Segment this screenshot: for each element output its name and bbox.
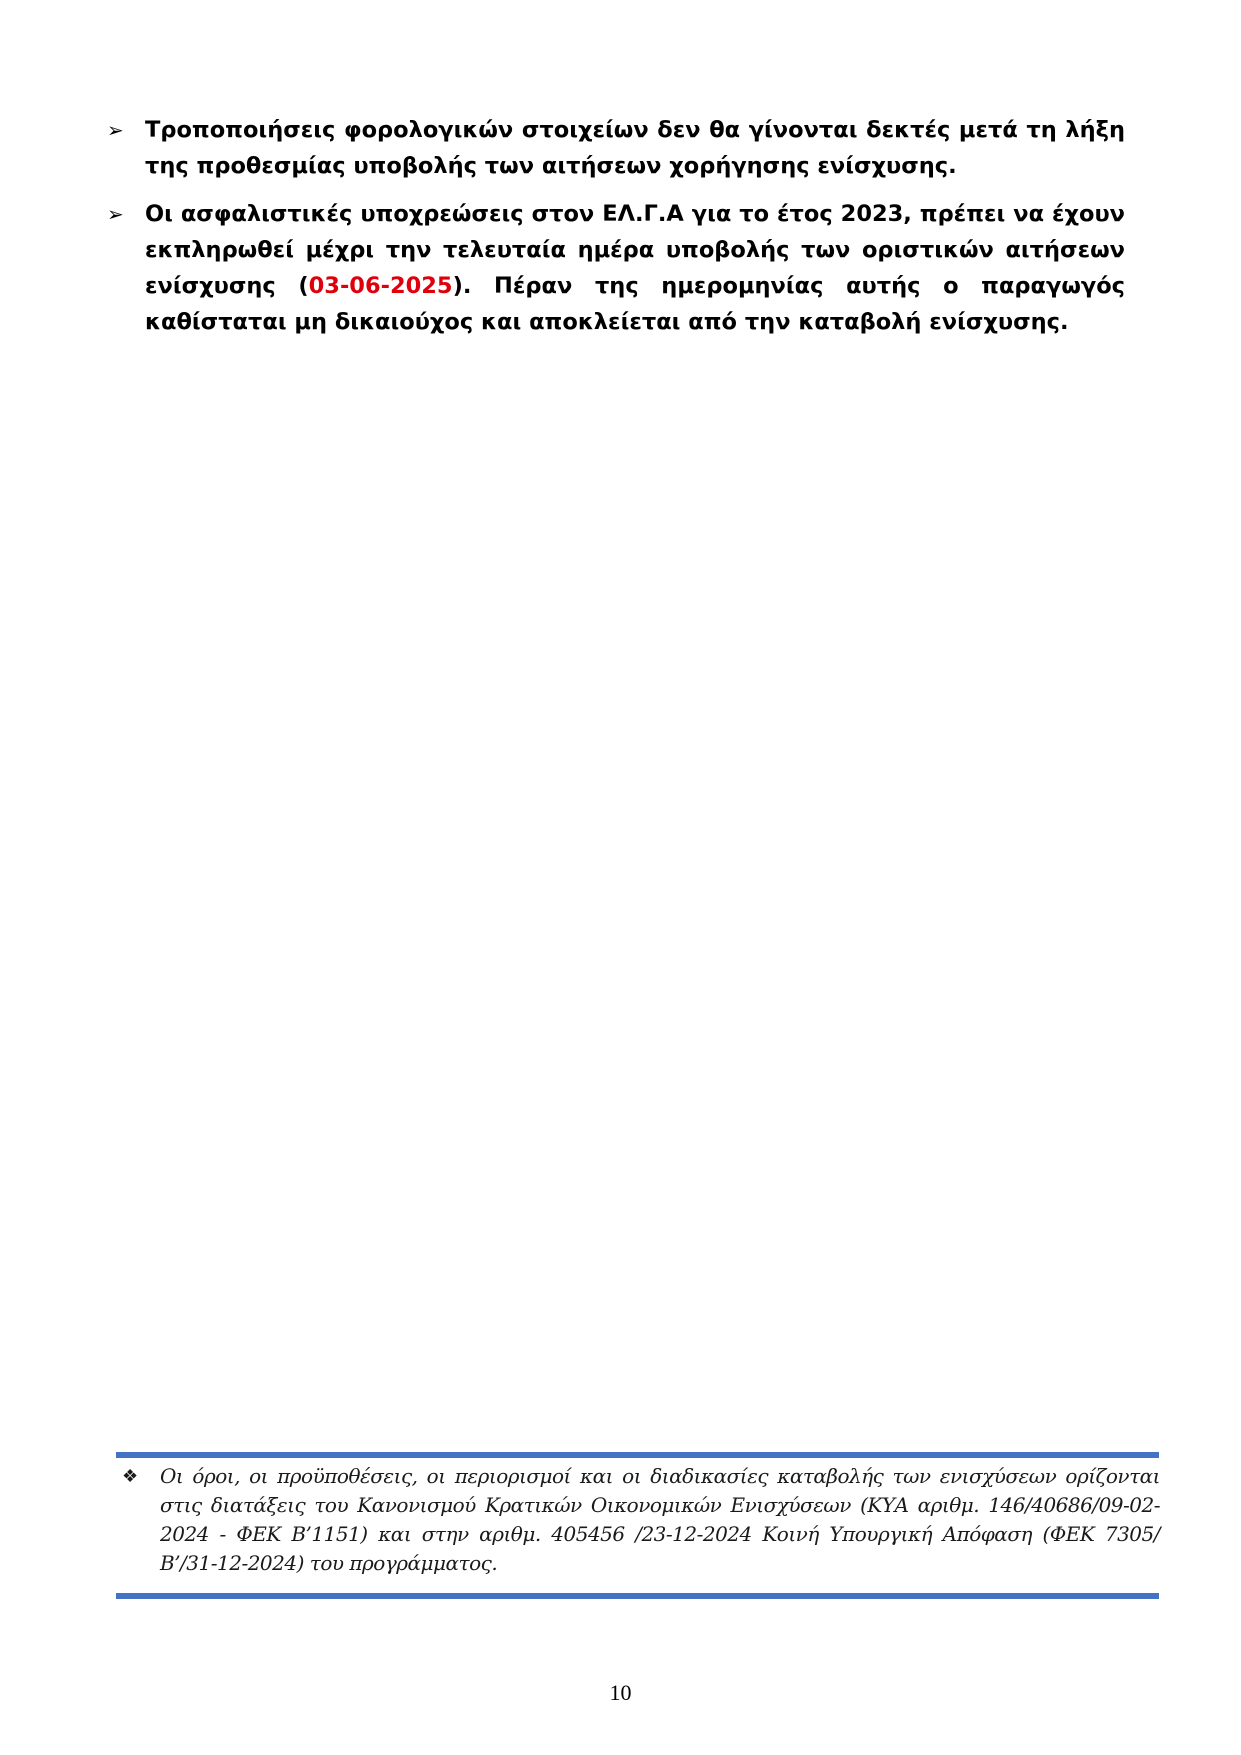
arrowhead-bullet-icon: ➢	[107, 118, 124, 142]
page-number: 10	[609, 1680, 632, 1705]
footnote-text: Οι όροι, οι προϋποθέσεις, οι περιορισμοί και οι διαδικασίες καταβολής των ενισχύσεων ορίζονται στις διατάξεις του Κανονισμού Κρατικών Οικονομικών Ενισχύσεων (ΚΥΑ αριθμ. 146/40686/09-02-2024 - ΦΕΚ Β’1151) και στην αριθμ. 405456 /23-12-2024 Κοινή Υπουργική Απόφαση (ΦΕΚ 7305/ Β’/31-12-2024) του προγράμματος.	[160, 1464, 1160, 1575]
bullet-text-after: ). Πέραν της ημερομηνίας αυτής ο παραγωγός καθίσταται μη δικαιούχος και αποκλείεται από την καταβολή ενίσχυσης.	[145, 273, 1126, 335]
arrowhead-bullet-icon: ➢	[107, 202, 124, 226]
list-item	[105, 112, 1125, 184]
footnote-bottom-rule	[116, 1593, 1159, 1599]
footnote-top-rule	[116, 1452, 1159, 1458]
bullet-list	[105, 112, 1125, 352]
deadline-date: 03-06-2025	[308, 273, 453, 299]
footnote	[120, 1462, 1160, 1578]
four-diamond-bullet-icon: ❖	[122, 1466, 139, 1487]
bullet-text	[145, 196, 1125, 340]
bullet-text-before: Οι ασφαλιστικές υποχρεώσεις στον ΕΛ.Γ.Α για το έτος 2023, πρέπει να έχουν εκπληρωθεί μέχρι την τελευταία ημέρα υποβολής των οριστικών αιτήσεων ενίσχυσης (	[145, 201, 1125, 299]
list-item	[105, 196, 1125, 340]
bullet-text: Τροποποιήσεις φορολογικών στοιχείων δεν θα γίνονται δεκτές μετά τη λήξη της προθεσμίας υποβολής των αιτήσεων χορήγησης ενίσχυσης.	[145, 117, 1125, 179]
